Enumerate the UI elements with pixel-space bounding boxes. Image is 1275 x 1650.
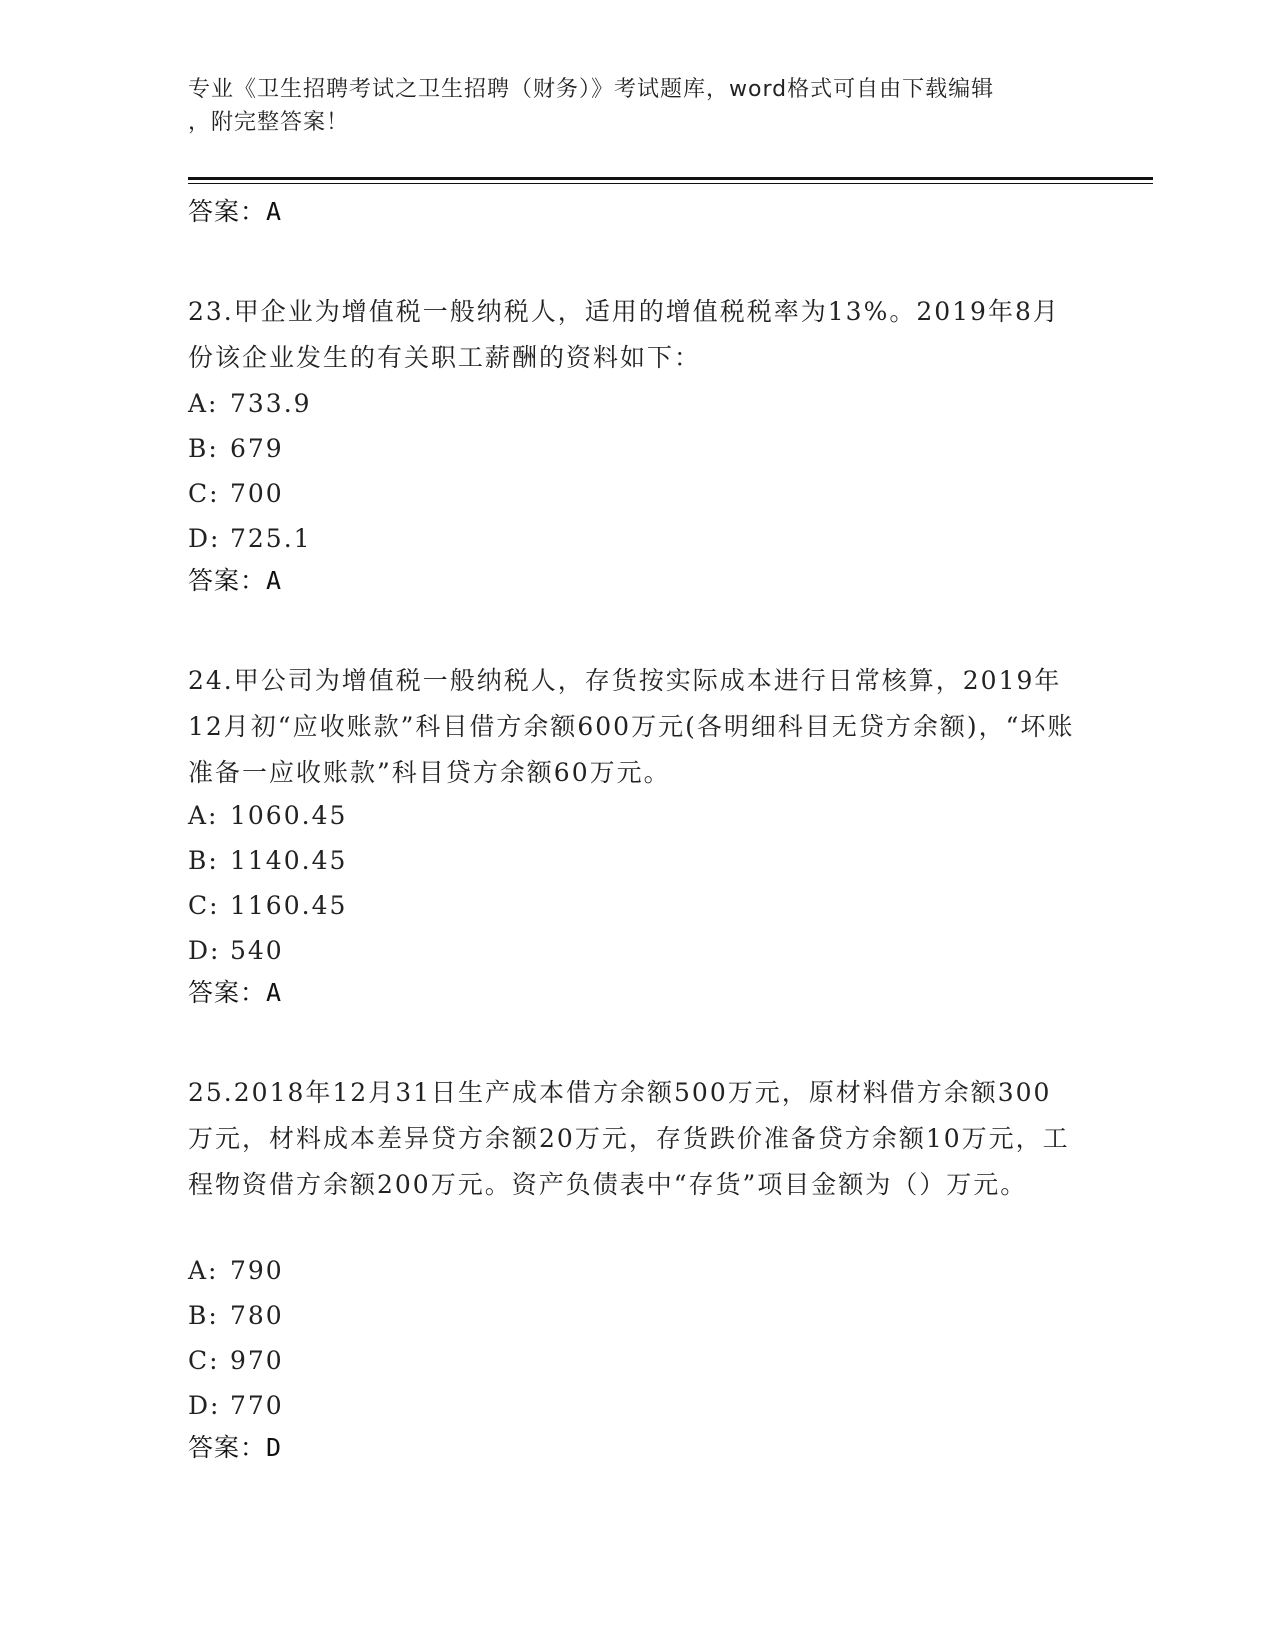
answer-value: A bbox=[266, 566, 283, 595]
answer-label: 答案： bbox=[188, 566, 267, 595]
header-line-2: ，附完整答案！ bbox=[188, 110, 350, 135]
question-text: 25.2018年12月31日生产成本借方余额500万元，原材料借方余额300万元，材料成本差异贷方余额20万元，存货跌价准备贷方余额10万元，工程物资借方余额200万元。资产负债表中“存货”项目金额为（）万元。 bbox=[188, 1078, 1070, 1199]
header-divider-thick bbox=[188, 177, 1153, 180]
option-d: D: 540 bbox=[188, 936, 284, 965]
option-b: B: 1140.45 bbox=[188, 846, 348, 875]
question-item bbox=[188, 1066, 1088, 1468]
option-d: D: 725.1 bbox=[188, 524, 312, 553]
answer-line bbox=[188, 1428, 1088, 1468]
option-b: B: 679 bbox=[188, 434, 284, 463]
option-b: B: 780 bbox=[188, 1301, 284, 1330]
header-divider-thin bbox=[188, 183, 1153, 184]
option-c: C: 970 bbox=[188, 1346, 284, 1375]
option-c: C: 700 bbox=[188, 479, 284, 508]
option-a: A: 1060.45 bbox=[188, 801, 348, 830]
question-text: 24.甲公司为增值税一般纳税人，存货按实际成本进行日常核算，2019年12月初“应收账款”科目借方余额600万元(各明细科目无贷方余额)，“坏账准备一应收账款”科目贷方余额60万元。 bbox=[188, 666, 1075, 787]
answer-label: 答案： bbox=[188, 1433, 267, 1462]
question-list bbox=[188, 192, 1088, 1468]
question-item bbox=[188, 285, 1088, 601]
answer-label: 答案： bbox=[188, 197, 267, 226]
question-item bbox=[188, 654, 1088, 1013]
option-c: C: 1160.45 bbox=[188, 891, 348, 920]
answer-value: D bbox=[266, 1433, 283, 1462]
answer-value: A bbox=[266, 978, 283, 1007]
option-a: A: 790 bbox=[188, 1256, 284, 1285]
header-line-1: 专业《卫生招聘考试之卫生招聘（财务）》考试题库，word格式可自由下载编辑 bbox=[188, 77, 995, 102]
answer-line bbox=[188, 192, 1088, 232]
option-d: D: 770 bbox=[188, 1391, 284, 1420]
answer-line bbox=[188, 561, 1088, 601]
answer-label: 答案： bbox=[188, 978, 267, 1007]
document-header bbox=[188, 73, 1068, 139]
option-a: A: 733.9 bbox=[188, 389, 312, 418]
answer-line bbox=[188, 973, 1088, 1013]
answer-value: A bbox=[266, 197, 283, 226]
question-text: 23.甲企业为增值税一般纳税人，适用的增值税税率为13%。2019年8月份该企业发生的有关职工薪酬的资料如下： bbox=[188, 297, 1060, 372]
